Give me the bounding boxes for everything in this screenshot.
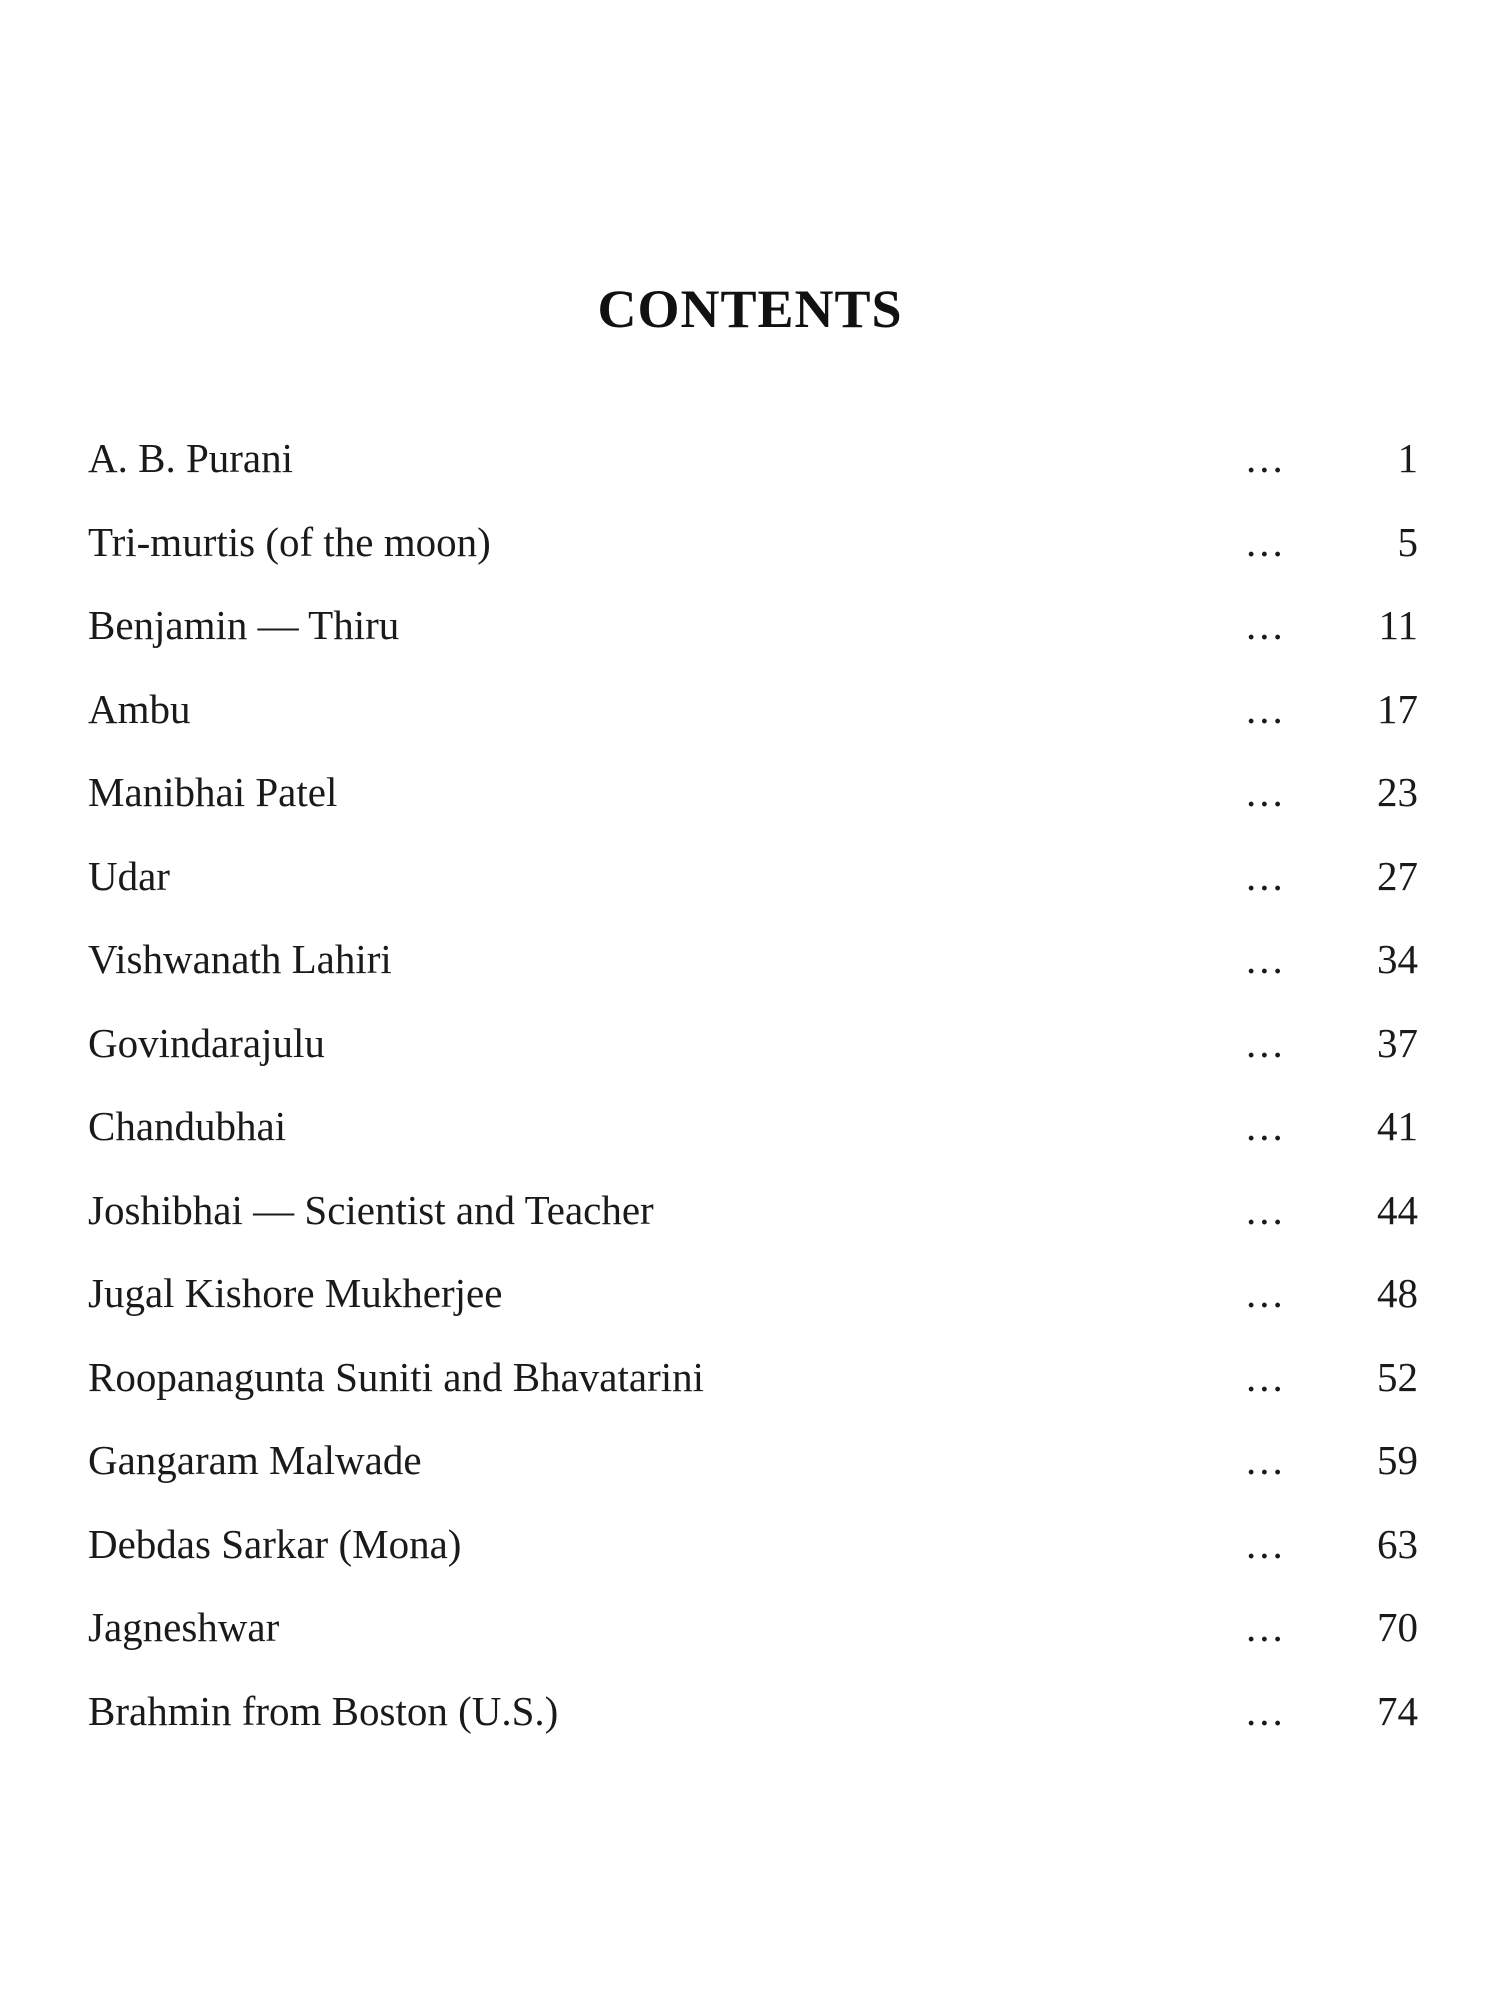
- page-number: 11: [1378, 602, 1418, 648]
- list-item: [88, 597, 1418, 681]
- page-number: 17: [1377, 685, 1418, 732]
- list-item: [88, 1599, 1418, 1683]
- dot-leader: ...: [1246, 936, 1286, 982]
- entry-title: Ambu: [88, 685, 191, 732]
- dot-leader: ...: [1246, 518, 1286, 565]
- dot-leader: ...: [1246, 1604, 1286, 1650]
- entry-title: Tri-murtis (of the moon): [88, 518, 491, 565]
- entry-title: A. B. Purani: [88, 435, 293, 481]
- entry-title: Roopanagunta Suniti and Bhavatarini: [88, 1353, 705, 1400]
- page-number: 23: [1377, 769, 1418, 815]
- entry-title: Debdas Sarkar (Mona): [88, 1520, 462, 1567]
- page-number: 59: [1377, 1437, 1418, 1483]
- page-number: 44: [1377, 1186, 1418, 1233]
- page-number: 63: [1377, 1520, 1418, 1567]
- list-item: [88, 1432, 1418, 1516]
- dot-leader: ...: [1246, 1186, 1286, 1233]
- page-number: 41: [1377, 1103, 1418, 1149]
- dot-leader: ...: [1246, 1437, 1286, 1483]
- list-item: [88, 430, 1418, 514]
- list-item: [88, 681, 1418, 765]
- list-item: [88, 1516, 1418, 1600]
- page-title: CONTENTS: [597, 279, 903, 339]
- list-item: [88, 848, 1418, 932]
- entry-title: Govindarajulu: [88, 1019, 325, 1066]
- dot-leader: ...: [1246, 685, 1286, 732]
- page-number: 5: [1397, 518, 1418, 565]
- page-number: 70: [1377, 1604, 1418, 1650]
- list-item: [88, 1349, 1418, 1433]
- entry-title: Gangaram Malwade: [88, 1437, 422, 1483]
- page-number: 37: [1377, 1019, 1418, 1066]
- list-item: [88, 1265, 1418, 1349]
- list-item: [88, 764, 1418, 848]
- dot-leader: ...: [1246, 1103, 1286, 1149]
- list-item: [88, 1098, 1418, 1182]
- page-number: 48: [1377, 1270, 1418, 1316]
- entry-title: Brahmin from Boston (U.S.): [88, 1687, 559, 1734]
- dot-leader: ...: [1246, 1687, 1286, 1734]
- list-item: [88, 1683, 1418, 1767]
- dot-leader: ...: [1246, 1353, 1286, 1400]
- dot-leader: ...: [1246, 602, 1286, 648]
- entry-title: Jagneshwar: [88, 1604, 280, 1650]
- dot-leader: ...: [1246, 852, 1286, 899]
- list-item: [88, 514, 1418, 598]
- dot-leader: ...: [1246, 769, 1286, 815]
- dot-leader: ...: [1246, 1270, 1286, 1316]
- entry-title: Benjamin — Thiru: [88, 602, 400, 648]
- dot-leader: ...: [1246, 435, 1286, 481]
- entry-title: Joshibhai — Scientist and Teacher: [88, 1186, 654, 1233]
- list-item: [88, 1015, 1418, 1099]
- page-number: 34: [1377, 936, 1418, 982]
- contents-list: [88, 430, 1418, 1766]
- entry-title: Jugal Kishore Mukherjee: [88, 1270, 503, 1316]
- entry-title: Chandubhai: [88, 1103, 287, 1149]
- list-item: [88, 931, 1418, 1015]
- entry-title: Vishwanath Lahiri: [88, 936, 392, 982]
- page-number: 52: [1377, 1353, 1418, 1400]
- dot-leader: ...: [1246, 1520, 1286, 1567]
- page-number: 74: [1377, 1687, 1418, 1734]
- page-number: 1: [1397, 435, 1418, 481]
- entry-title: Manibhai Patel: [88, 769, 338, 815]
- dot-leader: ...: [1246, 1019, 1286, 1066]
- page-number: 27: [1377, 852, 1418, 899]
- list-item: [88, 1182, 1418, 1266]
- entry-title: Udar: [88, 852, 170, 899]
